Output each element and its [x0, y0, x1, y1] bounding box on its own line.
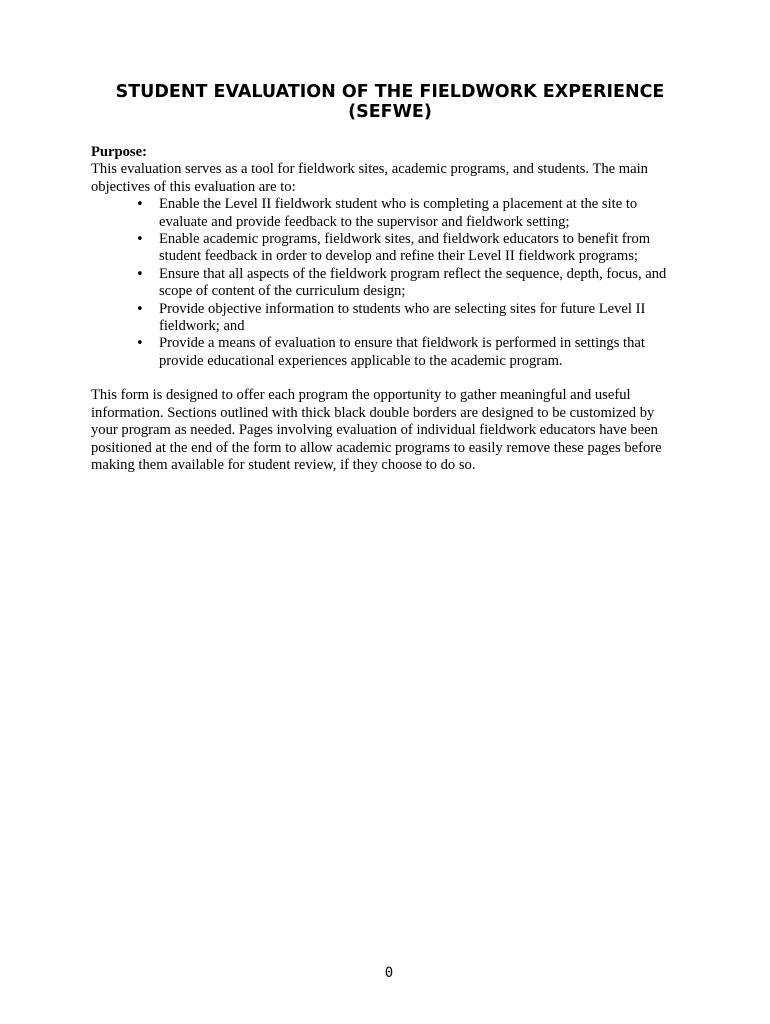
objective-item [136, 196, 691, 231]
objective-text-line: Provide objective information to students who are selecting sites for future Level II [159, 300, 646, 317]
bullet-icon: • [136, 197, 144, 213]
objective-text-line: provide educational experiences applicable to the academic program. [159, 352, 563, 369]
objective-item [136, 265, 691, 301]
objective-text-line: fieldwork; and [159, 318, 245, 335]
note-text-line: making them available for student review, if they choose to do so. [91, 456, 476, 473]
document-title [100, 82, 680, 122]
objective-text-line: scope of content of the curriculum design; [159, 283, 406, 300]
objective-text-line: Enable the Level II fieldwork student who is completing a placement at the site to [159, 196, 638, 213]
objective-text-line: evaluate and provide feedback to the supervisor and fieldwork setting; [159, 213, 570, 230]
document-title-line-1: STUDENT EVALUATION OF THE FIELDWORK EXPERIENCE [115, 82, 665, 102]
bullet-icon: • [136, 232, 144, 248]
note-text-line: information. Sections outlined with thick black double borders are designed to be customized by [91, 404, 655, 421]
note-text-line: your program as needed. Pages involving evaluation of individual fieldwork educators have been [91, 422, 658, 439]
objective-item [136, 335, 691, 370]
bullet-icon: • [136, 266, 144, 282]
objective-text-line: Provide a means of evaluation to ensure that fieldwork is performed in settings that [159, 335, 645, 352]
note-text-line: This form is designed to offer each program the opportunity to gather meaningful and useful [91, 387, 631, 404]
objective-text-line: Ensure that all aspects of the fieldwork program reflect the sequence, depth, focus, and [159, 265, 667, 282]
objective-text-line: student feedback in order to develop and refine their Level II fieldwork programs; [159, 248, 638, 265]
objectives-list [91, 196, 691, 370]
objective-text-line: Enable academic programs, fieldwork sites, and fieldwork educators to benefit from [159, 231, 651, 248]
purpose-heading: Purpose: [91, 144, 147, 160]
document-body [91, 144, 691, 474]
form-customization-note [91, 387, 691, 474]
note-text-line: positioned at the end of the form to allow academic programs to easily remove these pages before [91, 439, 662, 456]
purpose-intro: This evaluation serves as a tool for fieldwork sites, academic programs, and students. The main objectives of this evaluation are to: [91, 161, 648, 195]
document-title-line-2: (SEFWE) [348, 102, 432, 122]
objective-item [136, 231, 691, 266]
objective-item [136, 300, 691, 336]
bullet-icon: • [136, 336, 144, 352]
bullet-icon: • [136, 301, 144, 317]
page-number: 0 [384, 965, 394, 981]
